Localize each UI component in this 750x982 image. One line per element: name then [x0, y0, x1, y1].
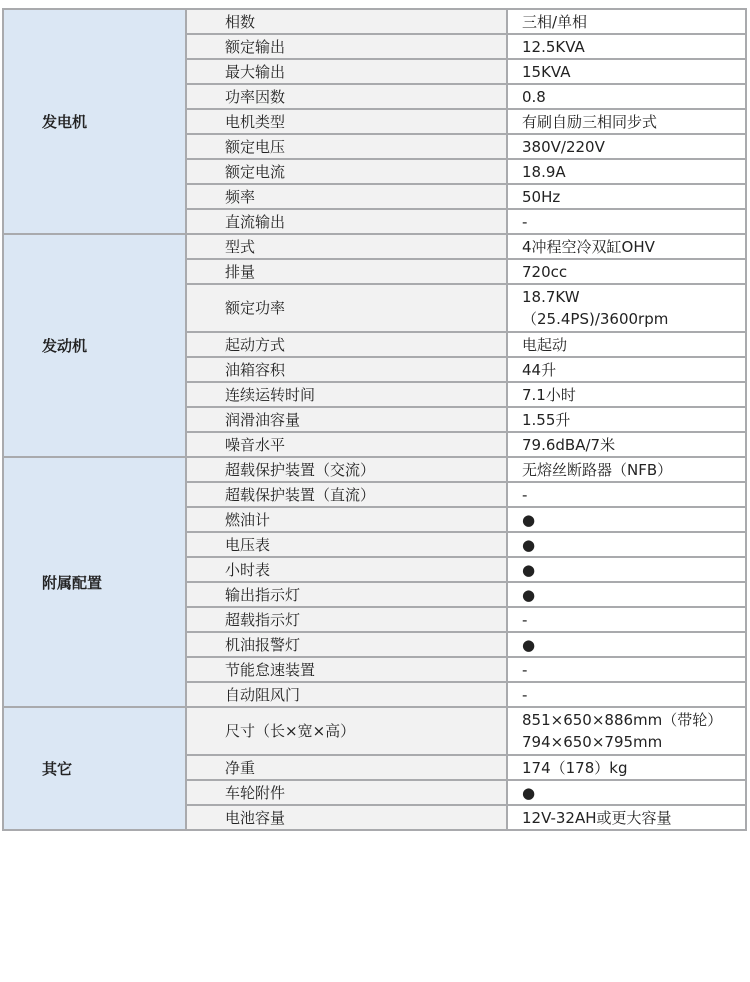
- spec-value: [507, 34, 746, 59]
- table-row: [3, 457, 746, 482]
- spec-value: [507, 59, 746, 84]
- spec-value: [507, 582, 746, 607]
- spec-value: [507, 134, 746, 159]
- table-row: [3, 9, 746, 34]
- spec-name: 相数: [186, 9, 507, 34]
- spec-name: 超载指示灯: [186, 607, 507, 632]
- spec-value: [507, 557, 746, 582]
- spec-value-line: 18.9A: [522, 162, 566, 181]
- spec-name: 油箱容积: [186, 357, 507, 382]
- spec-value-line: 720cc: [522, 262, 568, 281]
- spec-value: [507, 407, 746, 432]
- spec-name: 额定输出: [186, 34, 507, 59]
- spec-value-line: 4冲程空冷双缸OHV: [522, 238, 655, 256]
- spec-value-line: ●: [522, 585, 536, 604]
- category-cell: 其它: [3, 707, 186, 830]
- spec-value: [507, 780, 746, 805]
- spec-value-line: （25.4PS)/3600rpm: [522, 310, 669, 328]
- spec-value-line: 851×650×886mm（带轮）: [522, 711, 723, 729]
- spec-value-line: 44升: [522, 361, 557, 379]
- spec-value-line: 0.8: [522, 87, 546, 106]
- spec-name: 排量: [186, 259, 507, 284]
- spec-value-line: 18.7KW: [522, 288, 580, 306]
- spec-value: [507, 607, 746, 632]
- spec-value: [507, 682, 746, 707]
- spec-value-line: -: [522, 660, 528, 679]
- spec-value-line: 15KVA: [522, 62, 571, 81]
- spec-value-line: 7.1小时: [522, 386, 576, 404]
- spec-name: 超载保护装置（直流）: [186, 482, 507, 507]
- spec-value-line: 三相/单相: [522, 13, 588, 31]
- spec-value-line: 1.55升: [522, 411, 571, 429]
- spec-value-line: ●: [522, 560, 536, 579]
- category-cell: 附属配置: [3, 457, 186, 707]
- spec-value-line: 无熔丝断路器（NFB）: [522, 461, 673, 479]
- spec-value: [507, 234, 746, 259]
- spec-name: 净重: [186, 755, 507, 780]
- spec-value-line: -: [522, 685, 528, 704]
- spec-value-line: 12V-32AH或更大容量: [522, 809, 672, 827]
- spec-table: [2, 8, 747, 831]
- spec-name: 起动方式: [186, 332, 507, 357]
- spec-value: [507, 707, 746, 755]
- spec-name: 机油报警灯: [186, 632, 507, 657]
- spec-name: 输出指示灯: [186, 582, 507, 607]
- spec-name: 最大输出: [186, 59, 507, 84]
- spec-name: 噪音水平: [186, 432, 507, 457]
- spec-name: 润滑油容量: [186, 407, 507, 432]
- spec-value: [507, 357, 746, 382]
- spec-table-body: [3, 9, 746, 830]
- spec-value-line: 794×650×795mm: [522, 733, 663, 751]
- spec-value: [507, 209, 746, 234]
- spec-value: [507, 109, 746, 134]
- spec-value-line: -: [522, 485, 528, 504]
- spec-value: [507, 184, 746, 209]
- spec-value: [507, 755, 746, 780]
- spec-value-line: 174（178）kg: [522, 759, 628, 777]
- spec-value: [507, 284, 746, 332]
- spec-value-line: 380V/220V: [522, 137, 605, 156]
- spec-name: 电机类型: [186, 109, 507, 134]
- spec-name: 连续运转时间: [186, 382, 507, 407]
- spec-value-line: ●: [522, 510, 536, 529]
- spec-value-line: 电起动: [522, 336, 568, 354]
- spec-value: [507, 84, 746, 109]
- spec-value-line: ●: [522, 635, 536, 654]
- spec-name: 自动阻风门: [186, 682, 507, 707]
- spec-name: 尺寸（长×宽×高）: [186, 707, 507, 755]
- spec-value: [507, 482, 746, 507]
- spec-name: 功率因数: [186, 84, 507, 109]
- spec-value: [507, 159, 746, 184]
- spec-value: [507, 259, 746, 284]
- table-row: [3, 234, 746, 259]
- category-cell: 发电机: [3, 9, 186, 234]
- spec-value-line: -: [522, 212, 528, 231]
- spec-value-line: 50Hz: [522, 187, 561, 206]
- spec-value: [507, 805, 746, 830]
- spec-value-line: ●: [522, 783, 536, 802]
- spec-value-line: 79.6dBA/7米: [522, 436, 616, 454]
- spec-name: 电池容量: [186, 805, 507, 830]
- spec-value: [507, 657, 746, 682]
- spec-value: [507, 9, 746, 34]
- spec-value: [507, 432, 746, 457]
- spec-value: [507, 457, 746, 482]
- spec-value: [507, 632, 746, 657]
- spec-value-line: 12.5KVA: [522, 37, 585, 56]
- category-cell: 发动机: [3, 234, 186, 457]
- spec-name: 频率: [186, 184, 507, 209]
- spec-value: [507, 507, 746, 532]
- spec-name: 型式: [186, 234, 507, 259]
- spec-value-line: 有刷自励三相同步式: [522, 113, 658, 131]
- spec-name: 超载保护装置（交流）: [186, 457, 507, 482]
- spec-value: [507, 382, 746, 407]
- table-row: [3, 707, 746, 755]
- spec-name: 车轮附件: [186, 780, 507, 805]
- spec-name: 小时表: [186, 557, 507, 582]
- spec-value: [507, 532, 746, 557]
- spec-name: 燃油计: [186, 507, 507, 532]
- spec-name: 节能怠速装置: [186, 657, 507, 682]
- spec-value: [507, 332, 746, 357]
- spec-name: 电压表: [186, 532, 507, 557]
- spec-value-line: ●: [522, 535, 536, 554]
- spec-value-line: -: [522, 610, 528, 629]
- spec-name: 额定电流: [186, 159, 507, 184]
- spec-name: 额定电压: [186, 134, 507, 159]
- spec-name: 直流输出: [186, 209, 507, 234]
- spec-name: 额定功率: [186, 284, 507, 332]
